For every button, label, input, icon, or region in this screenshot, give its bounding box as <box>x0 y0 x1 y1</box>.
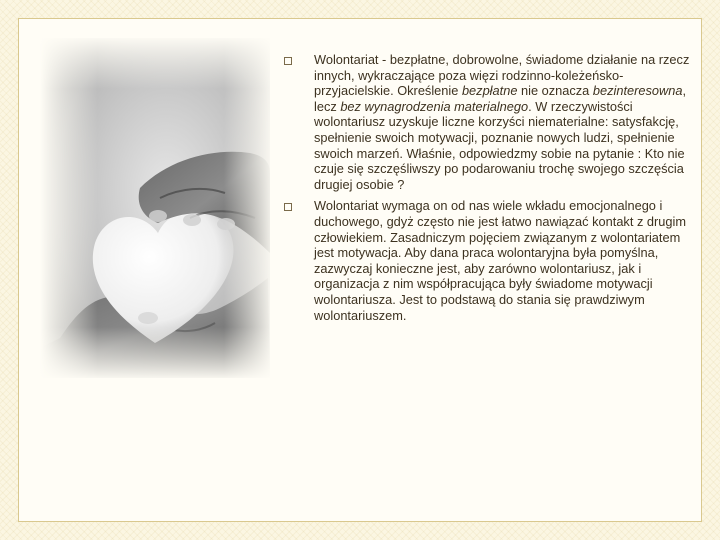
square-bullet-icon <box>284 203 292 211</box>
italic-term: bez wynagrodzenia materialnego <box>340 98 529 114</box>
text-segment: nie oznacza <box>517 83 593 99</box>
text-segment: Wolontariat wymaga on od nas wiele wkładu emocjonalnego i duchowego, gdyż często nie jest łatwo nawiązać kontakt z drugim człowiekiem. Zasadniczym pojęciem związanym z wolontariatem jest motywacja. Aby dana praca wolontaryjna była pomyślna, zazwyczaj konieczne jest, aby zarówno wolontariusz, jak i organizacja z nim współpracująca były świadome motywacji wolontariusza. Jest to podstawą do stania się prawdziwym wolontariuszem. <box>314 198 687 323</box>
text-segment: , lecz <box>314 83 687 114</box>
bullet-text <box>314 198 694 323</box>
square-bullet-icon <box>284 57 292 65</box>
italic-term: bezpłatne <box>461 83 518 99</box>
bullet-item <box>284 52 694 192</box>
text-segment: . W rzeczywistości wolontariusz uzyskuje liczne korzyści niematerialne: satysfakcję, spełnienie swoich motywacji, poznanie nowych ludzi, spełnienie swoich marzeń. Właśnie, odpowiedzmy sobie na pytanie : Kto nie czuje się szczęśliwszy po podarowaniu trochę swojego szczęścia drugiej osobie ? <box>314 98 685 192</box>
bullet-list <box>284 52 694 329</box>
bullet-text <box>314 52 694 192</box>
bullet-item <box>284 198 694 323</box>
text-segment: Wolontariat - bezpłatne, dobrowolne, świadome działanie na rzecz innych, wykraczające poza więzi rodzinno-koleżeńsko- przyjacielskie. Określenie <box>314 52 690 99</box>
heart-hands-photo <box>40 38 270 378</box>
italic-term: bezinteresowna <box>592 83 683 99</box>
